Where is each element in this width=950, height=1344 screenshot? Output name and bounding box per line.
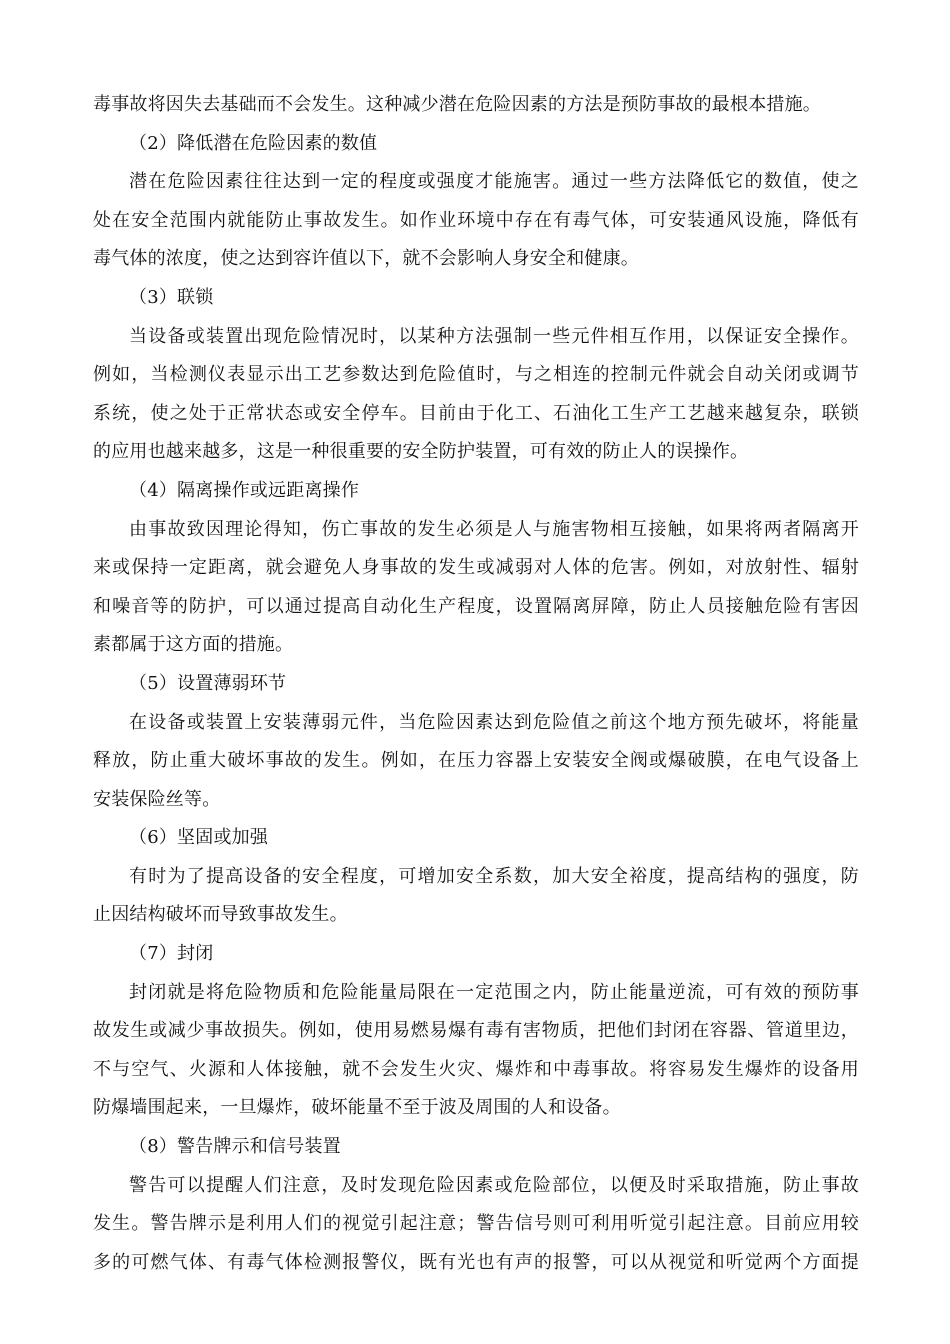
paragraph-line: 例如，当检测仪表显示出工艺参数达到危险值时，与之相连的控制元件就会自动关闭或调节 (93, 364, 859, 386)
paragraph-line: 有时为了提高设备的安全程度，可增加安全系数，加大安全裕度，提高结构的强度，防 (129, 865, 859, 887)
paragraph-line: 潜在危险因素往往达到一定的程度或强度才能施害。通过一些方法降低它的数值，使之 (129, 171, 859, 193)
paragraph-line: 防爆墙围起来，一旦爆炸，破坏能量不至于波及周围的人和设备。 (93, 1097, 621, 1119)
paragraph-line: 封闭就是将危险物质和危险能量局限在一定范围之内，防止能量逆流，可有效的预防事 (129, 981, 859, 1003)
paragraph-line: 当设备或装置出现危险情况时，以某种方法强制一些元件相互作用，以保证安全操作。 (129, 325, 859, 347)
paragraph-line: 的应用也越来越多，这是一种很重要的安全防护装置，可有效的防止人的误操作。 (93, 441, 749, 463)
paragraph-line: 释放，防止重大破坏事故的发生。例如，在压力容器上安装安全阀或爆破膜，在电气设备上 (93, 750, 859, 772)
section-heading: （3）联锁 (129, 286, 214, 308)
section-heading: （4）隔离操作或远距离操作 (129, 479, 360, 501)
paragraph-line: 止因结构破坏而导致事故发生。 (93, 904, 348, 926)
paragraph-line: 毒气体的浓度，使之达到容许值以下，就不会影响人身安全和健康。 (93, 248, 639, 270)
paragraph-line: 发生。警告牌示是利用人们的视觉引起注意；警告信号则可利用听觉引起注意。目前应用较 (93, 1213, 859, 1235)
section-heading: （8）警告牌示和信号装置 (129, 1136, 341, 1158)
section-heading: （7）封闭 (129, 943, 214, 965)
paragraph-line: 安装保险丝等。 (93, 788, 221, 810)
paragraph-line: 警告可以提醒人们注意，及时发现危险因素或危险部位，以便及时采取措施，防止事故 (129, 1174, 859, 1196)
section-heading: （6）坚固或加强 (129, 827, 269, 849)
section-heading: （2）降低潜在危险因素的数值 (129, 132, 378, 154)
paragraph-line: 系统，使之处于正常状态或安全停车。目前由于化工、石油化工生产工艺越来越复杂，联锁 (93, 402, 859, 424)
paragraph-line: 在设备或装置上安装薄弱元件，当危险因素达到危险值之前这个地方预先破坏，将能量 (129, 711, 859, 733)
paragraph-line: 不与空气、火源和人体接触，就不会发生火灾、爆炸和中毒事故。将容易发生爆炸的设备用 (93, 1058, 859, 1080)
paragraph-line: 处在安全范围内就能防止事故发生。如作业环境中存在有毒气体，可安装通风设施，降低有 (93, 209, 859, 231)
paragraph-line: 来或保持一定距离，就会避免人身事故的发生或减弱对人体的危害。例如，对放射性、辐射 (93, 557, 859, 579)
document-page (93, 86, 859, 1282)
paragraph-line: 毒事故将因失去基础而不会发生。这种减少潜在危险因素的方法是预防事故的最根本措施。 (93, 94, 821, 115)
section-heading: （5）设置薄弱环节 (129, 672, 287, 694)
paragraph-line: 多的可燃气体、有毒气体检测报警仪，既有光也有声的报警，可以从视觉和听觉两个方面提 (93, 1251, 859, 1273)
paragraph-line: 故发生或减少事故损失。例如，使用易燃易爆有毒有害物质，把他们封闭在容器、管道里边， (93, 1020, 859, 1042)
paragraph-line: 由事故致因理论得知，伤亡事故的发生必须是人与施害物相互接触，如果将两者隔离开 (129, 518, 859, 540)
paragraph-line: 素都属于这方面的措施。 (93, 634, 294, 656)
paragraph-line: 和噪音等的防护，可以通过提高自动化生产程度，设置隔离屏障，防止人员接触危险有害因 (93, 595, 859, 617)
